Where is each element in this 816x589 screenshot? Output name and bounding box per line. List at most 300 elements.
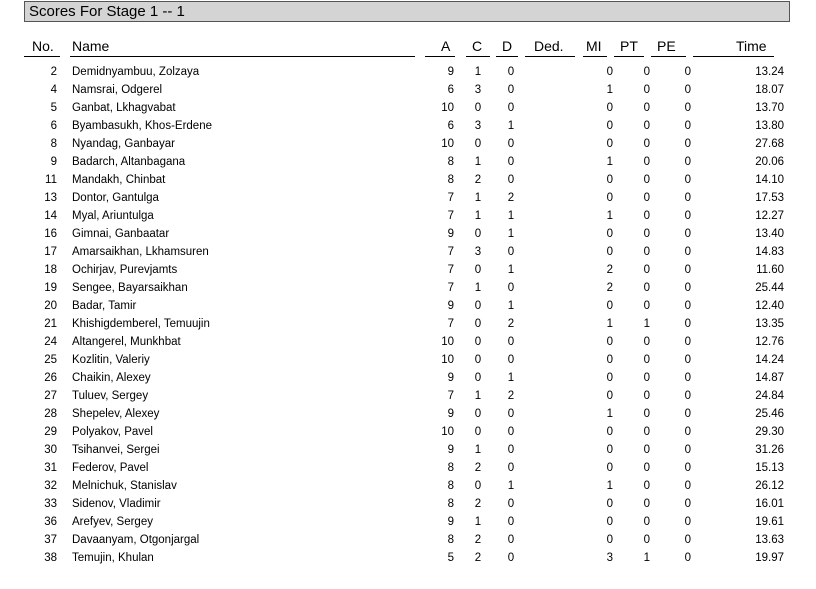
- cell-pe: 0: [684, 300, 691, 312]
- cell-time: 18.07: [755, 84, 784, 96]
- cell-mi: 0: [606, 336, 613, 348]
- cell-time: 14.87: [755, 372, 784, 384]
- cell-name: Amarsaikhan, Lkhamsuren: [72, 246, 209, 258]
- cell-pe: 0: [684, 318, 691, 330]
- cell-pe: 0: [684, 282, 691, 294]
- cell-pe: 0: [684, 246, 691, 258]
- cell-gap: [57, 225, 72, 243]
- cell-gap: [57, 135, 72, 153]
- table-row: [0, 315, 784, 333]
- cell-pt: 0: [643, 120, 650, 132]
- cell-no: 16: [44, 228, 57, 240]
- cell-d: 0: [507, 156, 515, 168]
- cell-pt: 0: [643, 390, 650, 402]
- cell-time: 25.44: [755, 282, 784, 294]
- cell-pe: 0: [684, 408, 691, 420]
- cell-d: 0: [507, 246, 515, 258]
- cell-pe: 0: [684, 336, 691, 348]
- cell-ded: [524, 135, 584, 153]
- cell-gap: [57, 513, 72, 531]
- cell-mi: 0: [606, 246, 613, 258]
- cell-c: 2: [474, 534, 482, 546]
- cell-name: Badar, Tamir: [72, 300, 137, 312]
- cell-mi: 0: [606, 354, 613, 366]
- cell-time: 20.06: [755, 156, 784, 168]
- cell-d: 0: [507, 516, 515, 528]
- cell-pt: 0: [643, 174, 650, 186]
- cell-gap: [57, 549, 72, 567]
- cell-d: 2: [507, 390, 515, 402]
- cell-pt: 0: [643, 228, 650, 240]
- cell-name: Tsihanvei, Sergei: [72, 444, 160, 456]
- cell-c: 0: [474, 300, 482, 312]
- header-rule-pt: [614, 56, 644, 57]
- cell-pt: 0: [643, 282, 650, 294]
- cell-pe: 0: [684, 372, 691, 384]
- table-row: [0, 477, 784, 495]
- cell-pe: 0: [684, 210, 691, 222]
- cell-mi: 0: [606, 426, 613, 438]
- cell-ded: [524, 495, 584, 513]
- cell-gap: [57, 531, 72, 549]
- table-row: [0, 495, 784, 513]
- cell-name: Shepelev, Alexey: [72, 408, 160, 420]
- cell-time: 25.46: [755, 408, 784, 420]
- cell-d: 0: [507, 102, 515, 114]
- cell-d: 0: [507, 444, 515, 456]
- header-c: C: [472, 38, 483, 54]
- table-row: [0, 225, 784, 243]
- cell-mi: 1: [606, 318, 613, 330]
- cell-pt: 0: [643, 498, 650, 510]
- header-rule-mi: [583, 56, 607, 57]
- header-rule-c: [466, 56, 490, 57]
- cell-a: 9: [447, 408, 454, 420]
- cell-gap: [57, 243, 72, 261]
- cell-pt: 0: [643, 102, 650, 114]
- cell-no: 37: [44, 534, 57, 546]
- cell-no: 36: [44, 516, 57, 528]
- cell-mi: 1: [606, 156, 613, 168]
- cell-ded: [524, 225, 584, 243]
- cell-c: 0: [474, 354, 482, 366]
- cell-gap: [57, 351, 72, 369]
- table-row: [0, 243, 784, 261]
- cell-no: 25: [44, 354, 57, 366]
- cell-d: 0: [507, 462, 515, 474]
- cell-d: 0: [507, 336, 515, 348]
- cell-time: 12.76: [755, 336, 784, 348]
- table-row: [0, 63, 784, 81]
- cell-name: Chaikin, Alexey: [72, 372, 151, 384]
- cell-ded: [524, 153, 584, 171]
- cell-a: 10: [441, 102, 454, 114]
- cell-time: 31.26: [755, 444, 784, 456]
- cell-mi: 0: [606, 102, 613, 114]
- cell-a: 8: [447, 498, 454, 510]
- cell-pe: 0: [684, 66, 691, 78]
- cell-no: 5: [50, 102, 57, 114]
- header-pt: PT: [620, 38, 638, 54]
- cell-time: 14.83: [755, 246, 784, 258]
- cell-ded: [524, 423, 584, 441]
- header-time: Time: [736, 38, 767, 54]
- cell-mi: 0: [606, 444, 613, 456]
- cell-mi: 1: [606, 84, 613, 96]
- table-row: [0, 549, 784, 567]
- cell-no: 38: [44, 552, 57, 564]
- cell-c: 0: [474, 372, 482, 384]
- cell-ded: [524, 459, 584, 477]
- cell-pe: 0: [684, 462, 691, 474]
- cell-no: 20: [44, 300, 57, 312]
- cell-time: 12.40: [755, 300, 784, 312]
- cell-pt: 0: [643, 426, 650, 438]
- cell-mi: 0: [606, 498, 613, 510]
- cell-d: 0: [507, 174, 515, 186]
- cell-a: 6: [447, 84, 454, 96]
- cell-ded: [524, 189, 584, 207]
- cell-mi: 0: [606, 390, 613, 402]
- cell-no: 14: [44, 210, 57, 222]
- cell-gap: [57, 477, 72, 495]
- cell-gap: [57, 279, 72, 297]
- table-row: [0, 531, 784, 549]
- cell-no: 29: [44, 426, 57, 438]
- cell-pe: 0: [684, 426, 691, 438]
- cell-pt: 0: [643, 516, 650, 528]
- cell-name: Demidnyambuu, Zolzaya: [72, 66, 200, 78]
- cell-time: 13.70: [755, 102, 784, 114]
- cell-no: 24: [44, 336, 57, 348]
- cell-name: Myal, Ariuntulga: [72, 210, 154, 222]
- cell-ded: [524, 351, 584, 369]
- cell-a: 7: [447, 282, 454, 294]
- cell-no: 27: [44, 390, 57, 402]
- cell-pt: 1: [643, 552, 650, 564]
- table-row: [0, 207, 784, 225]
- cell-no: 33: [44, 498, 57, 510]
- table-row: [0, 117, 784, 135]
- cell-no: 32: [44, 480, 57, 492]
- cell-d: 0: [507, 552, 515, 564]
- cell-mi: 0: [606, 462, 613, 474]
- cell-name: Khishigdemberel, Temuujin: [72, 318, 210, 330]
- cell-no: 2: [50, 66, 57, 78]
- cell-time: 13.63: [755, 534, 784, 546]
- cell-pt: 0: [643, 354, 650, 366]
- cell-a: 8: [447, 534, 454, 546]
- table-row: [0, 405, 784, 423]
- header-d: D: [502, 38, 513, 54]
- cell-d: 0: [507, 408, 515, 420]
- cell-d: 0: [507, 138, 515, 150]
- cell-no: 30: [44, 444, 57, 456]
- cell-pt: 0: [643, 192, 650, 204]
- cell-ded: [524, 531, 584, 549]
- cell-gap: [57, 117, 72, 135]
- cell-ded: [524, 513, 584, 531]
- cell-time: 14.10: [755, 174, 784, 186]
- cell-name: Dontor, Gantulga: [72, 192, 159, 204]
- header-rule-pe: [651, 56, 686, 57]
- cell-mi: 0: [606, 138, 613, 150]
- cell-c: 0: [474, 480, 482, 492]
- cell-pt: 0: [643, 156, 650, 168]
- cell-pe: 0: [684, 552, 691, 564]
- cell-pt: 0: [643, 534, 650, 546]
- cell-ded: [524, 333, 584, 351]
- cell-pt: 0: [643, 246, 650, 258]
- cell-gap: [57, 297, 72, 315]
- cell-c: 0: [474, 264, 482, 276]
- cell-gap: [57, 495, 72, 513]
- cell-no: 6: [50, 120, 57, 132]
- cell-ded: [524, 477, 584, 495]
- cell-no: 18: [44, 264, 57, 276]
- cell-pe: 0: [684, 192, 691, 204]
- cell-c: 2: [474, 498, 482, 510]
- header-rule-name: [70, 56, 415, 57]
- cell-ded: [524, 315, 584, 333]
- cell-name: Byambasukh, Khos-Erdene: [72, 120, 212, 132]
- cell-a: 8: [447, 480, 454, 492]
- cell-d: 0: [507, 354, 515, 366]
- cell-pe: 0: [684, 120, 691, 132]
- header-rule-d: [496, 56, 518, 57]
- cell-gap: [57, 207, 72, 225]
- cell-d: 1: [507, 372, 515, 384]
- table-row: [0, 261, 784, 279]
- table-row: [0, 189, 784, 207]
- cell-time: 13.35: [755, 318, 784, 330]
- cell-d: 2: [507, 318, 515, 330]
- cell-no: 8: [50, 138, 57, 150]
- cell-a: 8: [447, 174, 454, 186]
- cell-pe: 0: [684, 480, 691, 492]
- cell-no: 26: [44, 372, 57, 384]
- cell-ded: [524, 297, 584, 315]
- cell-no: 19: [44, 282, 57, 294]
- cell-c: 0: [474, 408, 482, 420]
- cell-pt: 0: [643, 264, 650, 276]
- cell-c: 0: [474, 318, 482, 330]
- cell-c: 0: [474, 336, 482, 348]
- cell-a: 7: [447, 264, 454, 276]
- cell-gap: [57, 261, 72, 279]
- cell-pe: 0: [684, 84, 691, 96]
- cell-mi: 0: [606, 534, 613, 546]
- cell-c: 1: [474, 210, 482, 222]
- cell-no: 4: [50, 84, 57, 96]
- cell-c: 1: [474, 444, 482, 456]
- cell-mi: 1: [606, 408, 613, 420]
- table-row: [0, 513, 784, 531]
- table-row: [0, 459, 784, 477]
- page-title: Scores For Stage 1 -- 1: [24, 1, 790, 22]
- table-row: [0, 279, 784, 297]
- cell-pe: 0: [684, 174, 691, 186]
- table-row: [0, 333, 784, 351]
- cell-time: 13.80: [755, 120, 784, 132]
- cell-a: 10: [441, 426, 454, 438]
- cell-ded: [524, 387, 584, 405]
- cell-c: 3: [474, 246, 482, 258]
- cell-ded: [524, 207, 584, 225]
- cell-d: 1: [507, 228, 515, 240]
- cell-mi: 0: [606, 516, 613, 528]
- cell-a: 8: [447, 462, 454, 474]
- cell-ded: [524, 549, 584, 567]
- cell-time: 26.12: [755, 480, 784, 492]
- cell-a: 9: [447, 444, 454, 456]
- cell-name: Kozlitin, Valeriy: [72, 354, 150, 366]
- table-row: [0, 351, 784, 369]
- cell-d: 1: [507, 210, 515, 222]
- cell-no: 31: [44, 462, 57, 474]
- cell-ded: [524, 243, 584, 261]
- cell-mi: 0: [606, 66, 613, 78]
- cell-name: Sidenov, Vladimir: [72, 498, 161, 510]
- cell-pe: 0: [684, 354, 691, 366]
- cell-c: 3: [474, 84, 482, 96]
- cell-name: Tuluev, Sergey: [72, 390, 149, 402]
- cell-no: 28: [44, 408, 57, 420]
- cell-a: 9: [447, 516, 454, 528]
- cell-pt: 0: [643, 138, 650, 150]
- header-no: No.: [32, 38, 54, 54]
- cell-mi: 2: [606, 264, 613, 276]
- cell-ded: [524, 369, 584, 387]
- cell-d: 2: [507, 192, 515, 204]
- cell-c: 1: [474, 66, 482, 78]
- cell-gap: [57, 369, 72, 387]
- cell-ded: [524, 405, 584, 423]
- cell-time: 24.84: [755, 390, 784, 402]
- header-ded: Ded.: [534, 38, 564, 54]
- cell-a: 7: [447, 192, 454, 204]
- table-row: [0, 153, 784, 171]
- cell-gap: [57, 63, 72, 81]
- cell-mi: 3: [606, 552, 613, 564]
- cell-name: Federov, Pavel: [72, 462, 149, 474]
- cell-pt: 0: [643, 408, 650, 420]
- cell-a: 6: [447, 120, 454, 132]
- cell-d: 1: [507, 480, 515, 492]
- table-row: [0, 135, 784, 153]
- table-row: [0, 171, 784, 189]
- cell-gap: [57, 405, 72, 423]
- cell-time: 14.24: [755, 354, 784, 366]
- header-mi: MI: [586, 38, 602, 54]
- cell-time: 11.60: [756, 264, 784, 276]
- cell-time: 17.53: [755, 192, 784, 204]
- cell-a: 9: [447, 66, 454, 78]
- cell-ded: [524, 81, 584, 99]
- cell-ded: [524, 117, 584, 135]
- cell-gap: [57, 387, 72, 405]
- cell-pt: 0: [643, 210, 650, 222]
- cell-no: 21: [44, 318, 57, 330]
- cell-ded: [524, 99, 584, 117]
- header-name: Name: [72, 38, 110, 54]
- cell-name: Polyakov, Pavel: [72, 426, 153, 438]
- cell-c: 2: [474, 174, 482, 186]
- cell-gap: [57, 171, 72, 189]
- cell-gap: [57, 333, 72, 351]
- cell-mi: 0: [606, 192, 613, 204]
- cell-mi: 2: [606, 282, 613, 294]
- cell-c: 1: [474, 390, 482, 402]
- cell-ded: [524, 261, 584, 279]
- cell-pt: 0: [643, 480, 650, 492]
- cell-pe: 0: [684, 264, 691, 276]
- table-row: [0, 369, 784, 387]
- cell-mi: 0: [606, 372, 613, 384]
- cell-pt: 1: [643, 318, 650, 330]
- cell-d: 0: [507, 534, 515, 546]
- cell-gap: [57, 423, 72, 441]
- cell-a: 9: [447, 372, 454, 384]
- cell-gap: [57, 189, 72, 207]
- header-pe: PE: [657, 38, 676, 54]
- cell-mi: 1: [606, 210, 613, 222]
- cell-pt: 0: [643, 336, 650, 348]
- cell-pt: 0: [643, 372, 650, 384]
- cell-d: 0: [507, 66, 515, 78]
- cell-name: Temujin, Khulan: [72, 552, 154, 564]
- cell-a: 10: [441, 138, 454, 150]
- cell-a: 7: [447, 390, 454, 402]
- cell-pe: 0: [684, 444, 691, 456]
- cell-c: 1: [474, 192, 482, 204]
- cell-a: 7: [447, 246, 454, 258]
- cell-a: 10: [441, 354, 454, 366]
- cell-time: 12.27: [755, 210, 784, 222]
- cell-pe: 0: [684, 498, 691, 510]
- cell-name: Arefyev, Sergey: [72, 516, 153, 528]
- cell-mi: 1: [606, 480, 613, 492]
- cell-a: 7: [447, 318, 454, 330]
- header-rule-a: [425, 56, 455, 57]
- header-rule-time: [693, 56, 774, 57]
- cell-ded: [524, 279, 584, 297]
- header-rule-ded: [525, 56, 575, 57]
- cell-gap: [57, 99, 72, 117]
- cell-time: 27.68: [755, 138, 784, 150]
- cell-mi: 0: [606, 174, 613, 186]
- cell-pe: 0: [684, 516, 691, 528]
- cell-c: 0: [474, 228, 482, 240]
- cell-name: Ganbat, Lkhagvabat: [72, 102, 176, 114]
- cell-gap: [57, 315, 72, 333]
- cell-time: 16.01: [755, 498, 784, 510]
- cell-ded: [524, 441, 584, 459]
- cell-mi: 0: [606, 300, 613, 312]
- cell-time: 29.30: [755, 426, 784, 438]
- cell-time: 19.97: [755, 552, 784, 564]
- cell-c: 2: [474, 552, 482, 564]
- cell-d: 0: [507, 498, 515, 510]
- cell-pe: 0: [684, 138, 691, 150]
- cell-gap: [57, 153, 72, 171]
- cell-pe: 0: [684, 390, 691, 402]
- cell-name: Badarch, Altanbagana: [72, 156, 186, 168]
- scores-table: [0, 63, 784, 567]
- cell-mi: 0: [606, 228, 613, 240]
- scores-table-body: [0, 63, 784, 567]
- cell-d: 1: [507, 120, 515, 132]
